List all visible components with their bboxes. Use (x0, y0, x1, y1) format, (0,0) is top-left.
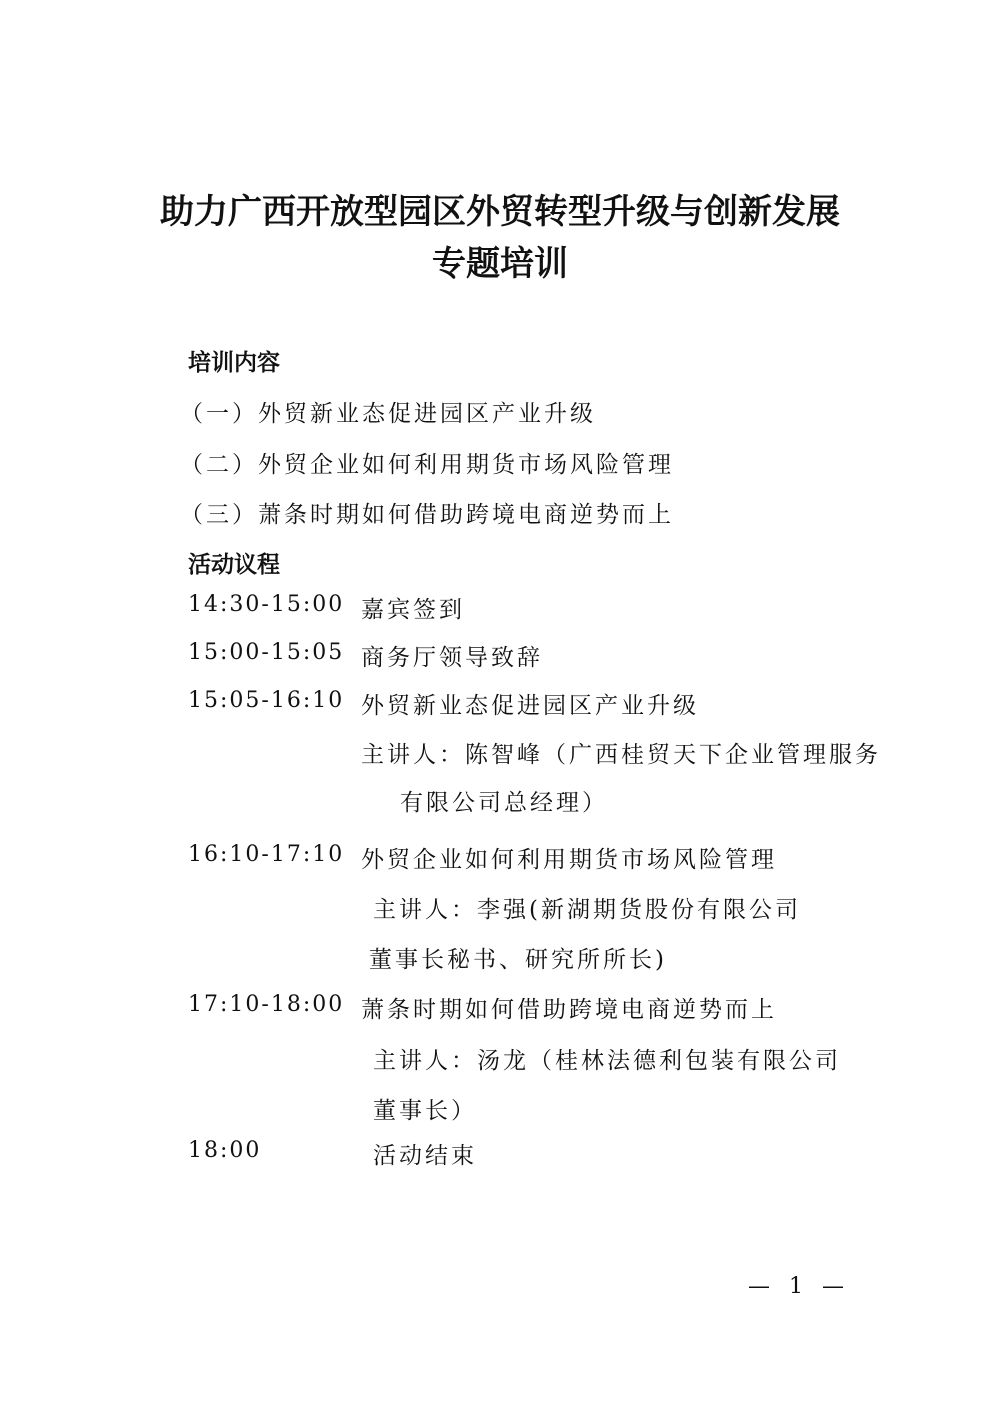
agenda-event: 外贸企业如何利用期货市场风险管理 (361, 847, 777, 873)
agenda-speaker-line2: 董事长） (373, 1098, 477, 1124)
agenda-event: 外贸新业态促进园区产业升级 (361, 693, 699, 719)
agenda-time: 16:10-17:10 (188, 842, 345, 867)
agenda-speaker-line2: 有限公司总经理） (400, 790, 608, 816)
agenda-time: 18:00 (188, 1138, 262, 1163)
agenda-time: 14:30-15:00 (188, 592, 345, 617)
training-content-item-1: （一）外贸新业态促进园区产业升级 (180, 401, 596, 427)
agenda-speaker-line1: 主讲人：汤龙（桂林法德利包装有限公司 (373, 1048, 841, 1074)
agenda-time: 17:10-18:00 (188, 992, 345, 1017)
agenda-speaker-line2: 董事长秘书、研究所所长) (369, 947, 667, 973)
agenda-event: 嘉宾签到 (361, 597, 465, 623)
agenda-speaker-line1: 主讲人：李强(新湖期货股份有限公司 (373, 897, 801, 923)
training-content-item-3: （三）萧条时期如何借助跨境电商逆势而上 (180, 502, 674, 528)
agenda-heading: 活动议程 (188, 552, 280, 578)
agenda-event: 商务厅领导致辞 (361, 645, 543, 671)
agenda-event: 萧条时期如何借助跨境电商逆势而上 (361, 997, 777, 1023)
agenda-time: 15:00-15:05 (188, 640, 345, 665)
agenda-time: 15:05-16:10 (188, 688, 345, 713)
page-number: — 1 — (748, 1274, 850, 1299)
agenda-speaker-line1: 主讲人：陈智峰（广西桂贸天下企业管理服务 (361, 742, 881, 768)
document-title-line1: 助力广西开放型园区外贸转型升级与创新发展 (160, 192, 840, 232)
training-content-heading: 培训内容 (188, 350, 280, 376)
training-content-item-2: （二）外贸企业如何利用期货市场风险管理 (180, 452, 674, 478)
agenda-event: 活动结束 (373, 1143, 477, 1169)
document-title-line2: 专题培训 (432, 244, 568, 284)
